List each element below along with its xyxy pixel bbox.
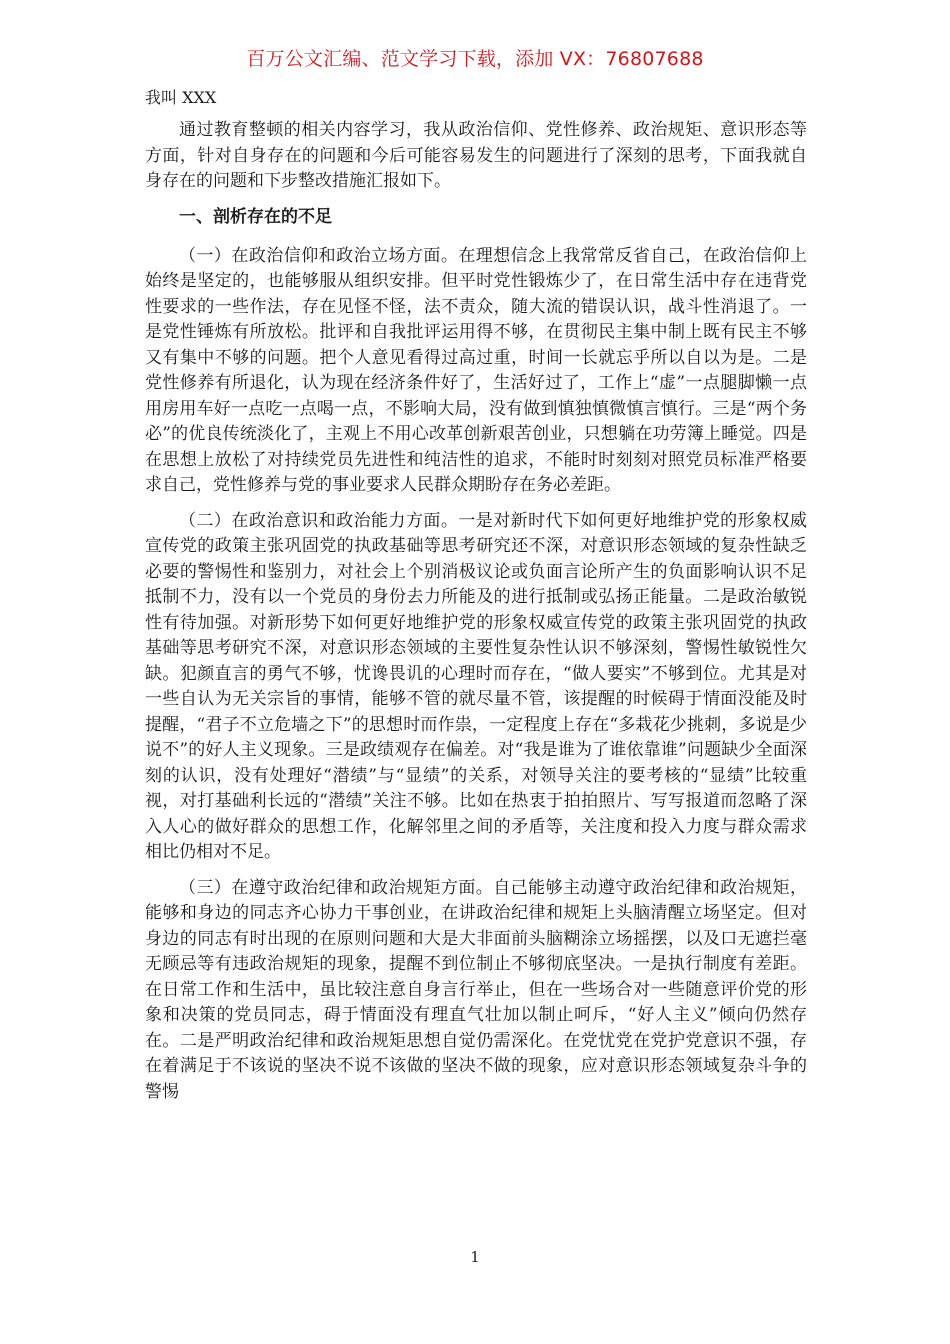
paragraph-political-awareness: （二）在政治意识和政治能力方面。一是对新时代下如何更好地维护党的形象权威宣传党的政策主张巩固党的执政基础等思考研究还不深，对意识形态领域的复杂性缺乏必要的警惕性和鉴别力，对社会上个别消极议论或负面言论所产生的负面影响认识不足抵制不力，没有以一个党员的身份去力所能及的进行抵制或弘扬正能量。二是政治敏锐性有待加强。对新形势下如何更好地维护党的形象权威宣传党的政策主张巩固党的执政基础等思考研究不深，对意识形态领域的主要性复杂性认识不够深刻，警惕性敏锐性欠缺。犯颜直言的勇气不够，忧谗畏讥的心理时而存在，“做人要实”不够到位。尤其是对一些自认为无关宗旨的事情，能够不管的就尽量不管，该提醒的时候碍于情面没能及时提醒，“君子不立危墙之下”的思想时而作祟，一定程度上存在“多栽花少挑刺，多说是少说不”的好人主义现象。三是政绩观存在偏差。对“我是谁为了谁依靠谁”问题缺少全面深刻的认识，没有处理好“潜绩”与“显绩”的关系，对领导关注的要考核的“显绩”比较重视，对打基础利长远的“潜绩”关注不够。比如在热衷于拍拍照片、写写报道而忽略了深入人心的做好群众的思想工作，化解邻里之间的矛盾等，关注度和投入力度与群众需求相比仍相对不足。 [145,510,807,862]
document-body [145,86,807,1115]
greeting-line: 我叫 XXX [145,88,217,107]
section-heading: 一、剖析存在的不足 [179,206,332,227]
paragraph-political-discipline: （三）在遵守政治纪律和政治规矩方面。自己能够主动遵守政治纪律和政治规矩，能够和身边的同志齐心协力干事创业，在讲政治纪律和规矩上头脑清醒立场坚定。但对身边的同志有时出现的在原则问题和大是大非面前头脑糊涂立场摇摆，以及口无遮拦毫无顾忌等有违政治规矩的现象，提醒不到位制止不够彻底坚决。一是执行制度有差距。在日常工作和生活中，虽比较注意自身言行举止，但在一些场合对一些随意评价党的形象和决策的党员同志，碍于情面没有理直气壮加以制止呵斥，“好人主义”倾向仍然存在。二是严明政治纪律和政治规矩思想自觉仍需深化。在党忧党在党护党意识不强，存在着满足于不该说的坚决不说不该做的坚决不做的现象，应对意识形态领域复杂斗争的警惕 [145,877,807,1102]
paragraph-political-belief: （一）在政治信仰和政治立场方面。在理想信念上我常常反省自己，在政治信仰上始终是坚定的，也能够服从组织安排。但平时党性锻炼少了，在日常生活中存在违背党性要求的一些作法，存在见怪不怪，法不责众，随大流的错误认识，战斗性消退了。一是党性锤炼有所放松。批评和自我批评运用得不够，在贯彻民主集中制上既有民主不够又有集中不够的问题。把个人意见看得过高过重，时间一长就忘乎所以自以为是。二是党性修养有所退化，认为现在经济条件好了，生活好过了，工作上“虚”一点腿脚懒一点用房用车好一点吃一点喝一点，不影响大局，没有做到慎独慎微慎言慎行。三是“两个务必”的优良传统淡化了，主观上不用心改革创新艰苦创业，只想躺在功劳簿上睡觉。四是在思想上放松了对持续党员先进性和纯洁性的追求，不能时时刻刻对照党员标准严格要求自己，党性修养与党的事业要求人民群众期盼存在务必差距。 [145,245,807,495]
page-number: 1 [470,1248,480,1266]
header-banner: 百万公文汇编、范文学习下载，添加 VX：76807688 [246,48,704,70]
intro-paragraph: 通过教育整顿的相关内容学习，我从政治信仰、党性修养、政治规矩、意识形态等方面，针对自身存在的问题和今后可能容易发生的问题进行了深刻的思考，下面我就自身存在的问题和下步整改措施汇报如下。 [145,120,807,191]
